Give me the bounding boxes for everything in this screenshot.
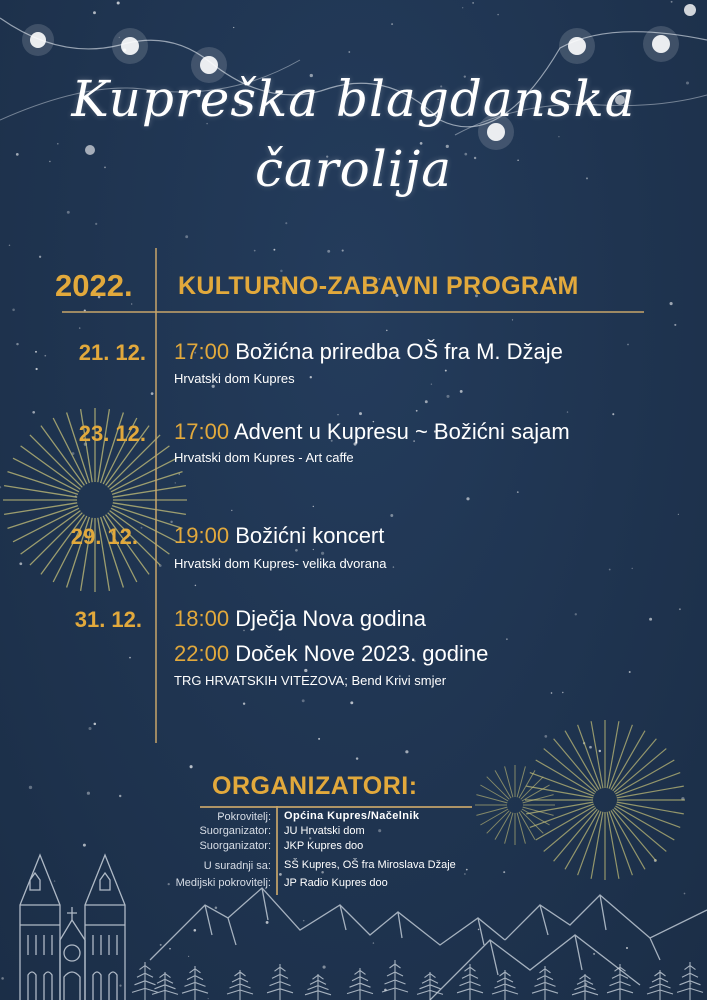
organizer-label: Suorganizator: — [199, 840, 271, 852]
event-name: Doček Nove 2023. godine — [235, 641, 489, 666]
event-date: 31. 12. — [74, 607, 142, 632]
organizer-value: Općina Kupres/Načelnik — [284, 810, 420, 822]
event-time: 22:00 — [174, 641, 230, 666]
event-time: 18:00 — [174, 606, 230, 631]
organizer-label: Suorganizator: — [199, 825, 271, 837]
event-name: Dječja Nova godina — [235, 606, 426, 631]
organizer-label: Pokrovitelj: — [217, 811, 271, 823]
event-date: 21. 12. — [78, 340, 146, 365]
event-location: Hrvatski dom Kupres — [174, 371, 295, 386]
event-time: 19:00 — [174, 523, 230, 548]
organizer-value: SŠ Kupres, OŠ fra Miroslava Džaje — [284, 859, 456, 871]
organizer-label: Medijski pokrovitelj: — [175, 877, 271, 889]
event-time: 17:00 — [174, 339, 230, 364]
poster-title-line2: čarolija — [254, 140, 453, 198]
event-time: 17:00 — [174, 419, 230, 444]
event-name: Božićna priredba OŠ fra M. Džaje — [235, 339, 563, 364]
organizers-heading: ORGANIZATORI: — [212, 772, 418, 800]
organizer-label: U suradnji sa: — [203, 860, 271, 872]
organizer-value: JU Hrvatski dom — [284, 825, 365, 837]
year-label: 2022. — [55, 268, 133, 303]
event-location: TRG HRVATSKIH VITEZOVA; Bend Krivi smjer — [174, 673, 447, 688]
event-location: Hrvatski dom Kupres - Art caffe — [174, 450, 354, 465]
poster-title-line1: Kupreška blagdanska — [71, 70, 636, 128]
organizer-value: JKP Kupres doo — [284, 840, 364, 852]
event-name: Božićni koncert — [235, 523, 385, 548]
program-heading: KULTURNO-ZABAVNI PROGRAM — [178, 272, 579, 300]
church-icon — [10, 845, 135, 1000]
organizer-value: JP Radio Kupres doo — [284, 877, 388, 889]
event-date: 23. 12. — [78, 421, 146, 446]
event-name: Advent u Kupresu ~ Božićni sajam — [233, 419, 570, 444]
event-date: 29. 12. — [70, 524, 138, 549]
event-location: Hrvatski dom Kupres- velika dvorana — [174, 556, 387, 571]
